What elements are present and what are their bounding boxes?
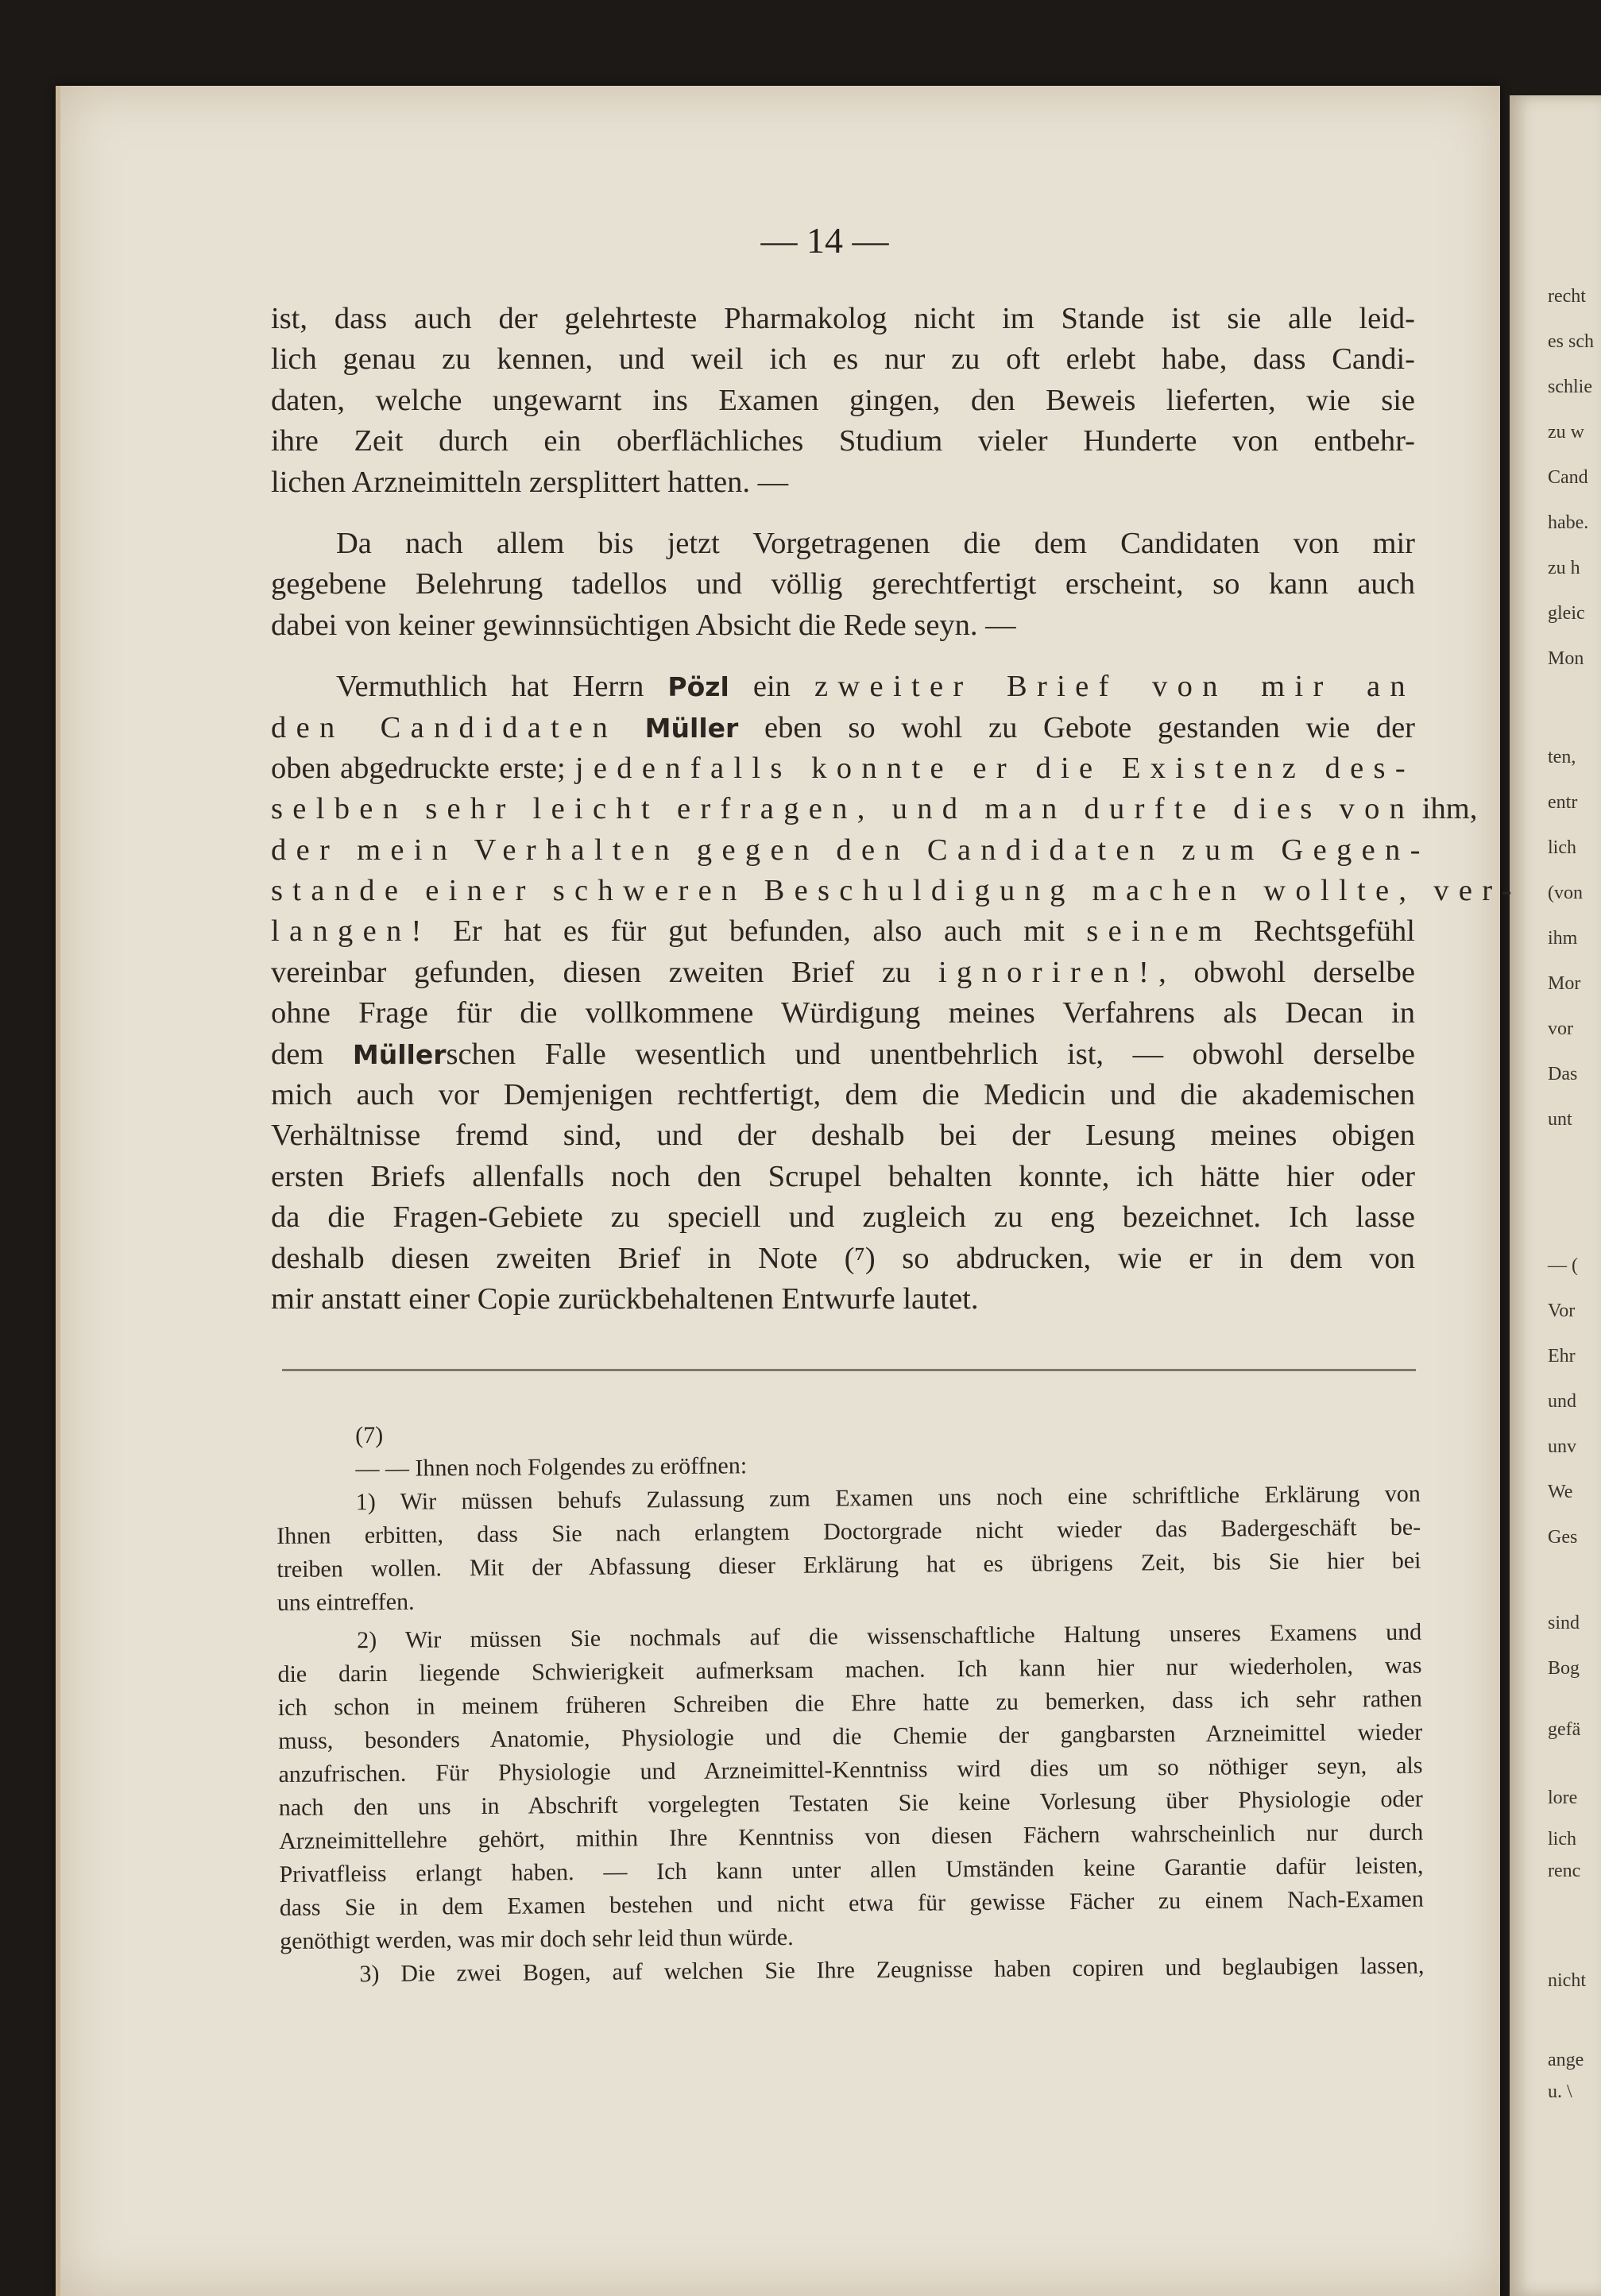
next-page-fragment: renc — [1548, 1861, 1581, 1881]
next-page-fragment: und — [1548, 1391, 1576, 1412]
text-line: Vermuthlich hat Herrn Pözl ein zweiter Brief von mir an — [336, 670, 1415, 704]
text-line: der mein Verhalten gegen den Candidaten zum Gegen- — [271, 833, 1430, 867]
footnote-line: die darin liegende Schwierigkeit aufmerksam machen. Ich kann hier nur wiederholen, was — [277, 1652, 1422, 1687]
next-page-fragment: vor — [1548, 1019, 1573, 1039]
footnote-line: Ihnen erbitten, dass Sie nach erlangtem Doctorgrade nicht wieder das Badergeschäft be- — [277, 1513, 1421, 1549]
text-line: da die Fragen-Gebiete zu speciell und zugleich zu eng bezeichnet. Ich lasse — [271, 1200, 1415, 1235]
text-line: deshalb diesen zweiten Brief in Note (⁷) so abdrucken, wie er in dem von — [271, 1241, 1415, 1275]
next-page-fragment: Das — [1548, 1064, 1578, 1084]
footnote-line: muss, besonders Anatomie, Physiologie und die Chemie der gangbarsten Arzneimittel wieder — [278, 1718, 1423, 1754]
next-page-fragment: gefä — [1548, 1719, 1581, 1740]
footnote-line: dass Sie in dem Examen bestehen und nicht etwa für gewisse Fächer zu einem Nach-Examen — [279, 1885, 1424, 1921]
footnote-line: nach den uns in Abschrift vorgelegten Testaten Sie keine Vorlesung über Physiologie oder — [278, 1785, 1423, 1821]
next-page-fragment: Ehr — [1548, 1346, 1576, 1366]
next-page-fragment: unt — [1548, 1109, 1572, 1130]
text-line: daten, welche ungewarnt ins Examen gingen, den Beweis lieferten, wie sie — [271, 383, 1415, 417]
footnote-line: 3) Die zwei Bogen, auf welchen Sie Ihre Zeugnisse haben copiren und beglaubigen lassen, — [359, 1952, 1425, 1988]
text-line: mir anstatt einer Copie zurückbehaltenen Entwurfe lautet. — [271, 1281, 979, 1316]
next-page-fragment: ihm — [1548, 928, 1578, 949]
next-page-fragment: ange — [1548, 2050, 1584, 2070]
next-page-fragment: u. \ — [1548, 2081, 1572, 2102]
text-line: ersten Briefs allenfalls noch den Scrupel behalten konnte, ich hätte hier oder — [271, 1159, 1415, 1193]
text-line: Da nach allem bis jetzt Vorgetragenen die dem Candidaten von mir — [336, 526, 1415, 560]
next-page-fragment: Mor — [1548, 973, 1581, 994]
next-page-fragment: Bog — [1548, 1658, 1580, 1679]
text-line: selben sehr leicht erfragen, und man durfte dies von ihm, — [271, 792, 1478, 826]
footnote-separator-rule — [282, 1369, 1416, 1371]
page-number: — 14 — — [760, 220, 889, 261]
name-mueller: Müller — [617, 712, 739, 744]
text-line: vereinbar gefunden, diesen zweiten Brief zu ignoriren!, obwohl derselbe — [271, 955, 1415, 989]
text-line: dem Müllerschen Falle wesentlich und unentbehrlich ist, — obwohl derselbe — [271, 1037, 1415, 1071]
text-line: den Candidaten Müller eben so wohl zu Gebote gestanden wie der — [271, 710, 1415, 744]
next-page-fragment: recht — [1548, 286, 1586, 307]
next-page-fragment: We — [1548, 1482, 1573, 1502]
footnote-marker: (7) — [355, 1421, 384, 1449]
text-line: Verhältnisse fremd sind, und der deshalb bei der Lesung meines obigen — [271, 1119, 1415, 1153]
next-page-fragment: es sch — [1548, 331, 1594, 352]
text-line: dabei von keiner gewinnsüchtigen Absicht die Rede seyn. — — [271, 608, 1016, 642]
next-page-fragment: unv — [1548, 1436, 1576, 1457]
name-poezl: Pözl — [667, 671, 729, 703]
next-page-fragment: gleic — [1548, 603, 1585, 624]
next-page-fragment: Mon — [1548, 648, 1584, 669]
next-page-fragment: zu h — [1548, 558, 1580, 578]
text-line: ohne Frage für die vollkommene Würdigung meines Verfahrens als Decan in — [271, 996, 1415, 1030]
text-line: ihre Zeit durch ein oberflächliches Studium vieler Hunderte von entbehr- — [271, 424, 1415, 458]
next-page-fragment: sind — [1548, 1613, 1580, 1633]
text-line: lichen Arzneimitteln zersplittert hatten. — — [271, 465, 789, 499]
next-page-fragment: habe. — [1548, 512, 1589, 533]
footnote-line: — — Ihnen noch Folgendes zu eröffnen: — [355, 1452, 748, 1482]
next-page-fragment: lich — [1548, 837, 1576, 858]
footnote-line: genöthigt werden, was mir doch sehr leid thun würde. — [280, 1923, 794, 1954]
footnote-line: uns eintreffen. — [277, 1588, 415, 1616]
footnote-line: ich schon in meinem früheren Schreiben die Ehre hatte zu bemerken, dass ich sehr rathen — [277, 1685, 1422, 1721]
next-page-fragment: (von — [1548, 883, 1583, 903]
text-line: stande einer schweren Beschuldigung machen wollte, ver- — [271, 874, 1522, 908]
footnote-line: 2) Wir müssen Sie nochmals auf die wissenschaftliche Haltung unseres Examens und — [357, 1618, 1422, 1654]
next-page-fragment: Ges — [1548, 1527, 1578, 1548]
footnote-block — [276, 1411, 1425, 1992]
text-line: mich auch vor Demjenigen rechtfertigt, dem die Medicin und die akademischen — [271, 1078, 1415, 1112]
next-page-fragment: zu w — [1548, 422, 1584, 443]
name-mueller: Müller — [352, 1038, 447, 1070]
text-line: ist, dass auch der gelehrteste Pharmakolog nicht im Stande ist sie alle leid- — [271, 302, 1415, 335]
footnote-line: treiben wollen. Mit der Abfassung dieser Erklärung hat es übrigens Zeit, bis Sie hier bei — [277, 1547, 1421, 1583]
next-page-edge — [1510, 95, 1601, 2296]
next-page-fragment: lore — [1548, 1788, 1578, 1808]
next-page-fragment: schlie — [1548, 377, 1592, 397]
main-text-block — [271, 299, 1522, 1320]
footnote-line: Arzneimittellehre gehört, mithin Ihre Kenntniss von diesen Fächern wahrscheinlich nur durch — [279, 1819, 1424, 1854]
text-line: oben abgedruckte erste; jedenfalls konnte er die Existenz des- — [271, 751, 1415, 785]
next-page-fragment: — ( — [1548, 1255, 1578, 1276]
footnote-line: 1) Wir müssen behufs Zulassung zum Examen uns noch eine schriftliche Erklärung von — [355, 1480, 1421, 1516]
text-line: langen! Er hat es für gut befunden, also auch mit seinem Rechtsgefühl — [271, 914, 1416, 949]
footnote-line: Privatfleiss erlangt haben. — Ich kann unter allen Umständen keine Garantie dafür leisten, — [279, 1852, 1424, 1888]
text-line: lich genau zu kennen, und weil ich es nur zu oft erlebt habe, dass Candi- — [271, 342, 1415, 377]
next-page-fragment: ten, — [1548, 747, 1576, 767]
next-page-fragment: Vor — [1548, 1301, 1576, 1321]
text-line: gegebene Belehrung tadellos und völlig gerechtfertigt erscheint, so kann auch — [271, 567, 1415, 601]
footnote-line: anzufrischen. Für Physiologie und Arzneimittel-Kenntniss wird dies um so nöthiger seyn, als — [278, 1752, 1423, 1788]
next-page-fragment: nicht — [1548, 1970, 1586, 1991]
next-page-fragment: entr — [1548, 792, 1578, 813]
next-page-fragment: lich — [1548, 1829, 1576, 1850]
next-page-fragment: Cand — [1548, 467, 1588, 488]
